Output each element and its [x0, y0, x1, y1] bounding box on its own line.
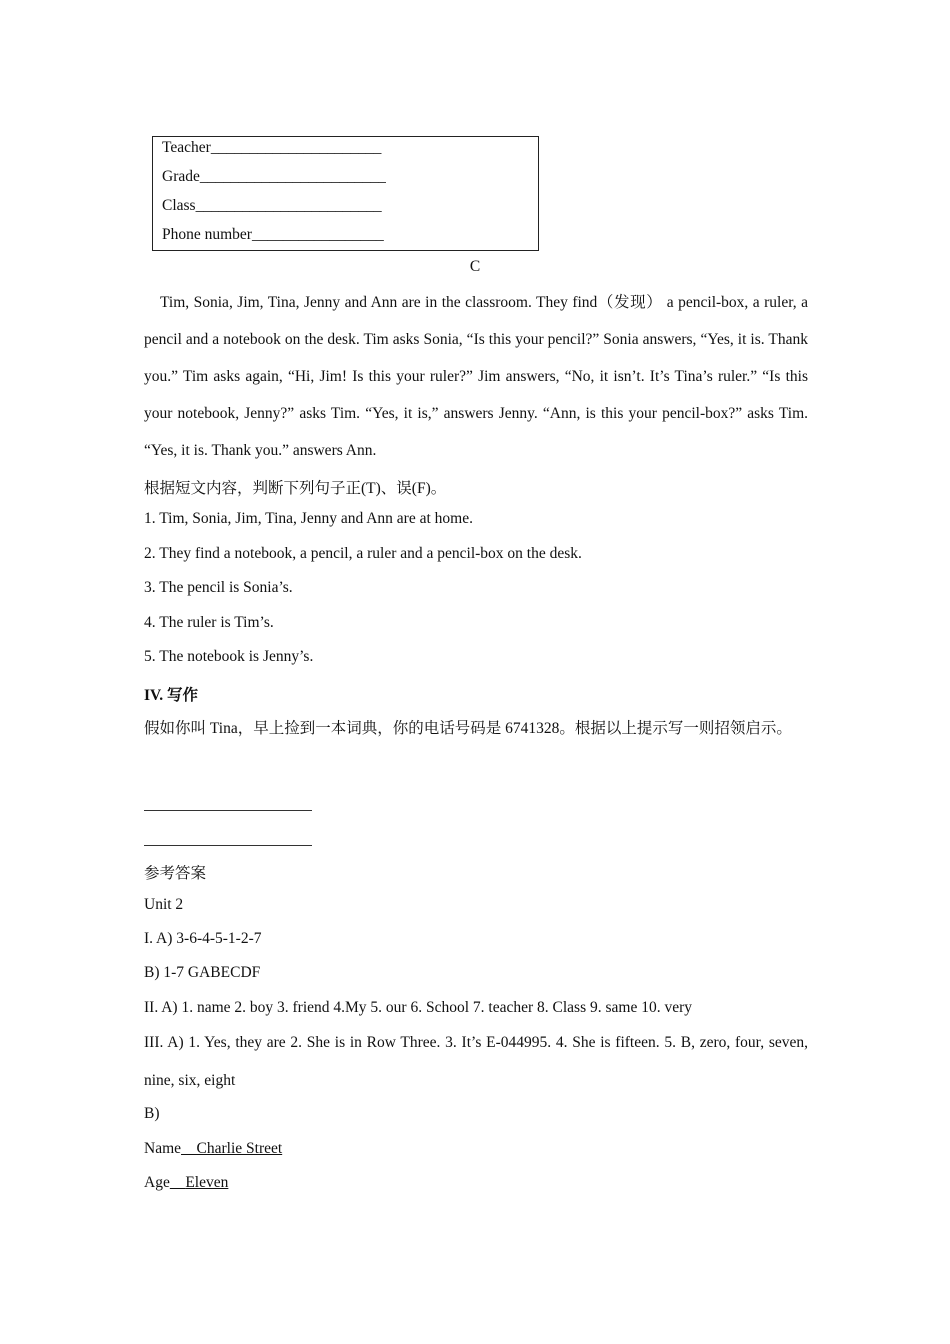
unit-title: Unit 2 — [144, 896, 184, 913]
age-value — [170, 1174, 229, 1191]
answer-iii-b: B) — [144, 1105, 160, 1122]
question-4: 4. The ruler is Tim’s. — [144, 614, 274, 631]
age-label: Age — [144, 1174, 170, 1191]
question-5: 5. The notebook is Jenny’s. — [144, 648, 314, 665]
class-field: Class________________________ — [162, 197, 382, 214]
answer-iii-a: III. A) 1. Yes, they are 2. She is in Row Three. 3. It’s E-044995. 4. She is fifteen. 5. B, zero, four, seven, nine, six, eight — [144, 1034, 808, 1089]
writing-prompt: 假如你叫 Tina，早上捡到一本词典，你的电话号码是 6741328。根据以上提示写一则招领启示。 — [144, 720, 792, 737]
question-1: 1. Tim, Sonia, Jim, Tina, Jenny and Ann are at home. — [144, 510, 473, 527]
tf-instruction: 根据短文内容，判断下列句子正(T)、误(F)。 — [144, 480, 447, 497]
name-answer-row — [144, 1140, 282, 1158]
answer-i-a: I. A) 3-6-4-5-1-2-7 — [144, 930, 262, 947]
section-c-label: C — [469, 258, 481, 275]
question-3: 3. The pencil is Sonia’s. — [144, 579, 293, 596]
writing-heading: IV. 写作 — [144, 687, 198, 704]
answers-heading: 参考答案 — [144, 865, 207, 882]
answer-i-b: B) 1-7 GABECDF — [144, 964, 261, 981]
teacher-field: Teacher______________________ — [162, 139, 382, 156]
passage-text: Tim, Sonia, Jim, Tina, Jenny and Ann are in the classroom. They find（发现） a pencil-box, a ruler, a pencil and a notebook on the desk. Tim asks Sonia, “Is this your pencil?” Sonia answers, “Yes, it is. Thank you.” Tim asks again, “Hi, Jim! Is this your ruler?” Jim answers, “No, it isn’t. It’s Tina’s ruler.” “Is this your notebook, Jenny?” asks Tim. “Yes, it is,” answers Jenny. “Ann, is this your pencil-box?” asks Tim. “Yes, it is. Thank you.” answers Ann. — [144, 294, 808, 459]
phone-field: Phone number_________________ — [162, 226, 384, 243]
answer-ii-a: II. A) 1. name 2. boy 3. friend 4.My 5. our 6. School 7. teacher 8. Class 9. same 10. very — [144, 999, 692, 1016]
question-2: 2. They find a notebook, a pencil, a ruler and a pencil-box on the desk. — [144, 545, 582, 562]
answer-blank-line-1 — [144, 810, 312, 811]
grade-field: Grade________________________ — [162, 168, 386, 185]
age-value-text: Eleven — [185, 1174, 229, 1191]
info-form-box — [152, 136, 539, 251]
name-value — [181, 1140, 282, 1157]
name-label: Name — [144, 1140, 182, 1157]
name-value-text: Charlie Street — [196, 1140, 283, 1157]
answer-blank-line-2 — [144, 845, 312, 846]
age-answer-row — [144, 1174, 228, 1192]
reading-passage — [144, 284, 808, 469]
